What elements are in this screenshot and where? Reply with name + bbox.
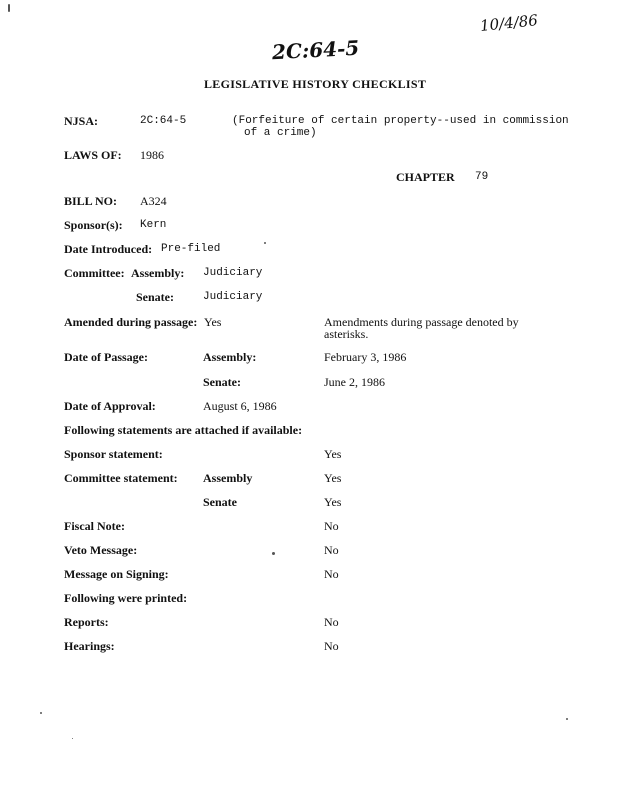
committee-senate-value: Judiciary xyxy=(203,291,263,303)
committee-statement-senate-label: Senate xyxy=(203,495,237,509)
message-on-signing-value: No xyxy=(324,567,339,581)
scan-speck xyxy=(264,242,266,244)
bill-no-label: BILL NO: xyxy=(64,194,118,208)
committee-statement-assembly-value: Yes xyxy=(324,471,342,485)
date-of-passage-label: Date of Passage: xyxy=(64,350,148,364)
message-on-signing-label: Message on Signing: xyxy=(64,567,169,581)
committee-statement-label: Committee statement: xyxy=(64,471,178,485)
sponsors-value: Kern xyxy=(140,219,167,231)
fiscal-note-label: Fiscal Note: xyxy=(64,519,125,533)
date-of-approval-value: August 6, 1986 xyxy=(203,399,277,413)
fiscal-note-value: No xyxy=(324,519,339,533)
scan-mark xyxy=(8,4,10,12)
bill-no-value: A324 xyxy=(140,194,167,208)
chapter-label: CHAPTER xyxy=(396,170,455,184)
amended-label: Amended during passage: xyxy=(64,315,198,329)
amended-value: Yes xyxy=(204,315,222,329)
sponsors-label: Sponsor(s): xyxy=(64,218,123,232)
amended-note-line2: asterisks. xyxy=(324,327,369,341)
scan-speck xyxy=(566,718,568,720)
passage-senate-value: June 2, 1986 xyxy=(324,375,385,389)
passage-assembly-label: Assembly: xyxy=(203,350,257,364)
page-title: LEGISLATIVE HISTORY CHECKLIST xyxy=(204,77,427,91)
passage-assembly-value: February 3, 1986 xyxy=(324,350,407,364)
committee-senate-label: Senate: xyxy=(136,290,174,304)
veto-message-label: Veto Message: xyxy=(64,543,138,557)
date-introduced-value: Pre-filed xyxy=(161,243,221,255)
scan-speck xyxy=(72,738,73,739)
hearings-value: No xyxy=(324,639,339,653)
njsa-label: NJSA: xyxy=(64,114,99,128)
reports-label: Reports: xyxy=(64,615,109,629)
reports-value: No xyxy=(324,615,339,629)
veto-message-value: No xyxy=(324,543,339,557)
laws-of-value: 1986 xyxy=(140,148,164,162)
amended-note-line1: Amendments during passage denoted by xyxy=(324,315,519,329)
handwritten-statute: 2C:64-5 xyxy=(271,35,360,65)
committee-statement-senate-value: Yes xyxy=(324,495,342,509)
sponsor-statement-value: Yes xyxy=(324,447,342,461)
hearings-label: Hearings: xyxy=(64,639,115,653)
scan-speck xyxy=(272,552,275,555)
handwritten-date: 10/4/86 xyxy=(479,11,539,35)
committee-label: Committee: xyxy=(64,266,125,280)
following-printed-heading: Following were printed: xyxy=(64,591,188,605)
njsa-description-line1: (Forfeiture of certain property--used in commission xyxy=(232,115,569,127)
chapter-value: 79 xyxy=(475,171,489,183)
date-of-approval-label: Date of Approval: xyxy=(64,399,156,413)
committee-assembly-label: Assembly: xyxy=(131,266,185,280)
sponsor-statement-label: Sponsor statement: xyxy=(64,447,163,461)
njsa-description-line2: of a crime) xyxy=(244,127,317,139)
date-introduced-label: Date Introduced: xyxy=(64,242,153,256)
following-statements-heading: Following statements are attached if available: xyxy=(64,423,303,437)
passage-senate-label: Senate: xyxy=(203,375,241,389)
committee-statement-assembly-label: Assembly xyxy=(203,471,253,485)
committee-assembly-value: Judiciary xyxy=(203,267,263,279)
njsa-value: 2C:64-5 xyxy=(140,115,187,127)
laws-of-label: LAWS OF: xyxy=(64,148,122,162)
scan-speck xyxy=(40,712,42,714)
